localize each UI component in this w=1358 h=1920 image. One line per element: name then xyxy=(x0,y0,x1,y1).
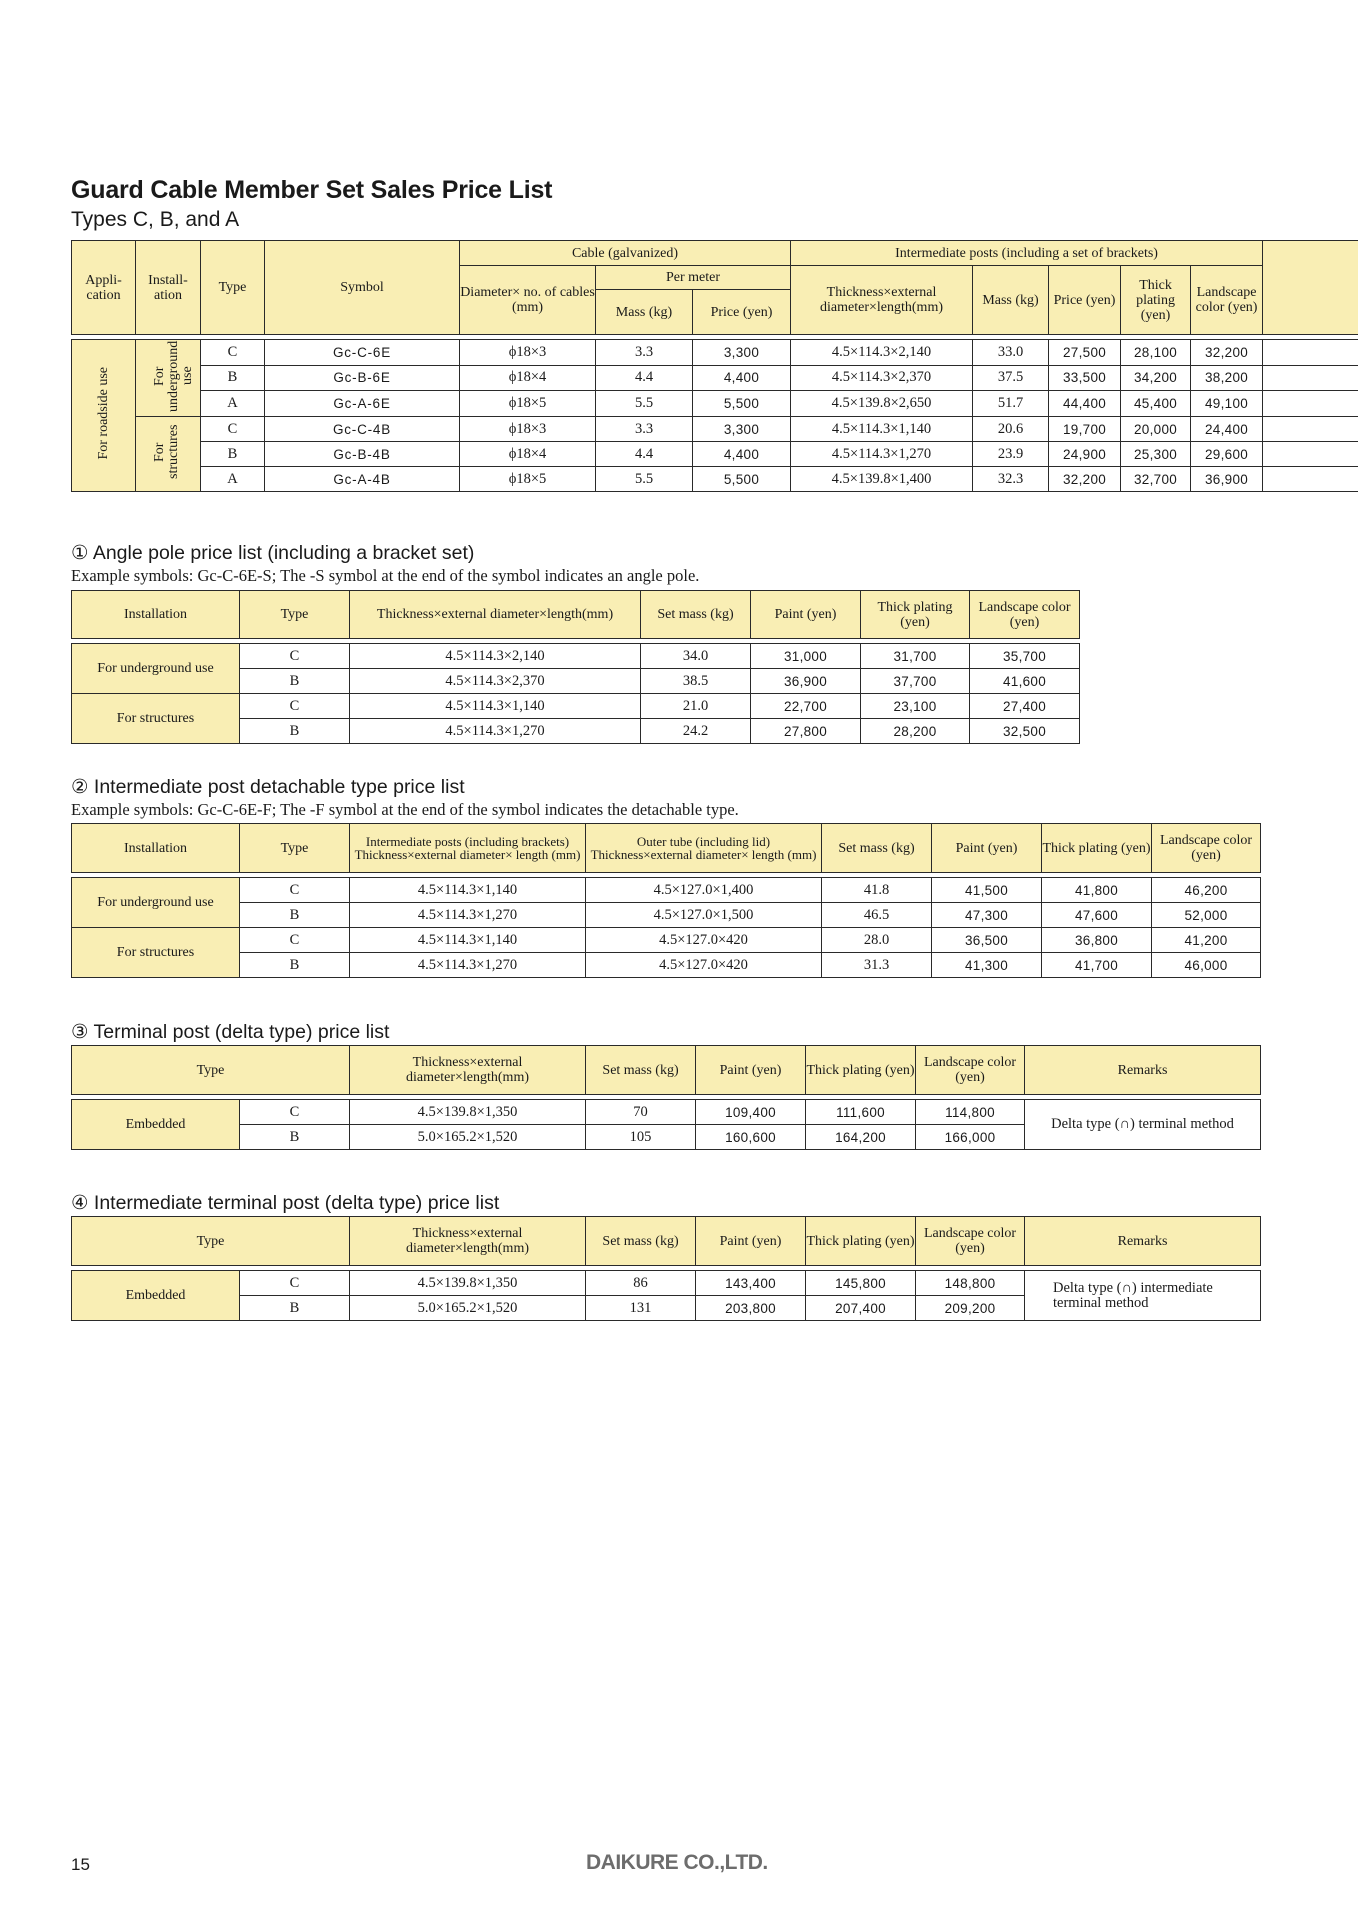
header-thick-plating: Thick plating (yen) xyxy=(1121,266,1191,335)
row-type: B xyxy=(240,1296,350,1321)
row-paint: 143,400 xyxy=(696,1271,806,1296)
header-outer-tube: Outer tube (including lid) Thickness×external diameter× length (mm) xyxy=(586,824,822,873)
row-filler xyxy=(1263,391,1358,417)
header-thick-plating: Thick plating (yen) xyxy=(861,591,970,639)
row-diameter: ϕ18×3 xyxy=(460,417,596,442)
header-paint: Paint (yen) xyxy=(751,591,861,639)
row-landscape: 35,700 xyxy=(970,644,1080,669)
header-posts: Intermediate posts (including brackets) Thickness×external diameter× length (mm) xyxy=(350,824,586,873)
header-posts: Intermediate posts (including a set of brackets) xyxy=(791,241,1263,266)
row-landscape: 49,100 xyxy=(1191,391,1263,417)
row-posts: 4.5×114.3×1,140 xyxy=(350,878,586,903)
row-paint: 109,400 xyxy=(696,1100,806,1125)
header-thickness: Thickness×external diameter×length(mm) xyxy=(791,266,973,335)
row-plating: 36,800 xyxy=(1042,928,1152,953)
header-set-mass: Set mass (kg) xyxy=(822,824,932,873)
row-price: 4,400 xyxy=(693,442,791,467)
row-type: C xyxy=(240,644,350,669)
page-title: Guard Cable Member Set Sales Price List xyxy=(71,176,553,204)
row-dims: 4.5×114.3×2,370 xyxy=(791,365,973,391)
header-thick-plating: Thick plating (yen) xyxy=(806,1046,916,1095)
header-thick-plating: Thick plating (yen) xyxy=(806,1217,916,1266)
terminal-price-table xyxy=(71,1045,1261,1150)
header-landscape: Landscape color (yen) xyxy=(1191,266,1263,335)
row-paint: 22,700 xyxy=(751,694,861,719)
row-post-price: 44,400 xyxy=(1049,391,1121,417)
header-landscape: Landscape color (yen) xyxy=(1152,824,1261,873)
row-paint: 36,500 xyxy=(932,928,1042,953)
row-dims: 5.0×165.2×1,520 xyxy=(350,1296,586,1321)
row-paint: 160,600 xyxy=(696,1125,806,1150)
row-mass: 38.5 xyxy=(641,669,751,694)
group-underground: For underground use xyxy=(72,878,240,928)
row-post-mass: 33.0 xyxy=(973,340,1049,366)
row-dims: 4.5×114.3×1,270 xyxy=(350,719,641,744)
row-landscape: 32,500 xyxy=(970,719,1080,744)
row-plating: 31,700 xyxy=(861,644,970,669)
row-plating: 20,000 xyxy=(1121,417,1191,442)
row-post-mass: 20.6 xyxy=(973,417,1049,442)
row-posts: 4.5×114.3×1,140 xyxy=(350,928,586,953)
header-type: Type xyxy=(240,824,350,873)
row-post-mass: 51.7 xyxy=(973,391,1049,417)
row-landscape: 36,900 xyxy=(1191,467,1263,492)
row-post-mass: 23.9 xyxy=(973,442,1049,467)
row-type: A xyxy=(201,391,265,417)
row-dims: 4.5×139.8×2,650 xyxy=(791,391,973,417)
header-paint: Paint (yen) xyxy=(932,824,1042,873)
row-mass: 31.3 xyxy=(822,953,932,978)
inter-terminal-section-title: ④ Intermediate terminal post (delta type) price list xyxy=(71,1192,500,1214)
row-mass: 5.5 xyxy=(596,391,693,417)
row-type: B xyxy=(240,903,350,928)
row-landscape: 38,200 xyxy=(1191,365,1263,391)
header-thick-plating: Thick plating (yen) xyxy=(1042,824,1152,873)
row-posts: 4.5×114.3×1,270 xyxy=(350,953,586,978)
row-diameter: ϕ18×4 xyxy=(460,442,596,467)
row-dims: 5.0×165.2×1,520 xyxy=(350,1125,586,1150)
row-landscape: 166,000 xyxy=(916,1125,1025,1150)
row-price: 5,500 xyxy=(693,391,791,417)
row-remarks: Delta type (∩) intermediate terminal method xyxy=(1025,1271,1261,1321)
group-structures: For structures xyxy=(72,694,240,744)
row-mass: 24.2 xyxy=(641,719,751,744)
header-landscape: Landscape color (yen) xyxy=(916,1046,1025,1095)
row-plating: 145,800 xyxy=(806,1271,916,1296)
row-post-price: 27,500 xyxy=(1049,340,1121,366)
row-type: A xyxy=(201,467,265,492)
row-post-mass: 32.3 xyxy=(973,467,1049,492)
row-mass: 34.0 xyxy=(641,644,751,669)
row-symbol: Gc-A-6E xyxy=(265,391,460,417)
inter-terminal-price-table xyxy=(71,1216,1261,1321)
header-filler xyxy=(1263,241,1358,335)
row-mass: 3.3 xyxy=(596,417,693,442)
header-installation: Installation xyxy=(72,591,240,639)
header-installation: Installation xyxy=(72,824,240,873)
row-paint: 27,800 xyxy=(751,719,861,744)
row-price: 4,400 xyxy=(693,365,791,391)
row-type: C xyxy=(240,928,350,953)
header-paint: Paint (yen) xyxy=(696,1046,806,1095)
row-price: 3,300 xyxy=(693,417,791,442)
angle-section-title: ① Angle pole price list (including a bracket set) xyxy=(71,542,475,564)
header-mass: Mass (kg) xyxy=(596,290,693,335)
row-landscape: 52,000 xyxy=(1152,903,1261,928)
row-diameter: ϕ18×3 xyxy=(460,340,596,366)
row-plating: 47,600 xyxy=(1042,903,1152,928)
header-remarks: Remarks xyxy=(1025,1217,1261,1266)
row-type: B xyxy=(240,953,350,978)
header-thickness: Thickness×external diameter×length(mm) xyxy=(350,591,641,639)
header-paint: Paint (yen) xyxy=(696,1217,806,1266)
detachable-section-note: Example symbols: Gc-C-6E-F; The -F symbol at the end of the symbol indicates the detachable type. xyxy=(71,800,739,819)
row-symbol: Gc-B-4B xyxy=(265,442,460,467)
row-plating: 45,400 xyxy=(1121,391,1191,417)
header-landscape: Landscape color (yen) xyxy=(970,591,1080,639)
header-per-meter: Per meter xyxy=(596,266,791,290)
row-plating: 164,200 xyxy=(806,1125,916,1150)
row-post-price: 24,900 xyxy=(1049,442,1121,467)
row-landscape: 46,200 xyxy=(1152,878,1261,903)
row-landscape: 32,200 xyxy=(1191,340,1263,366)
row-type: B xyxy=(240,1125,350,1150)
row-dims: 4.5×114.3×1,140 xyxy=(791,417,973,442)
main-price-table xyxy=(71,240,1358,492)
row-type: C xyxy=(201,417,265,442)
angle-section-note: Example symbols: Gc-C-6E-S; The -S symbol at the end of the symbol indicates an angle pole. xyxy=(71,566,700,585)
row-dims: 4.5×139.8×1,350 xyxy=(350,1100,586,1125)
detachable-section-title: ② Intermediate post detachable type price list xyxy=(71,776,465,798)
header-cable: Cable (galvanized) xyxy=(460,241,791,266)
row-paint: 41,300 xyxy=(932,953,1042,978)
row-dims: 4.5×114.3×1,270 xyxy=(791,442,973,467)
terminal-section-title: ③ Terminal post (delta type) price list xyxy=(71,1021,390,1043)
row-post-price: 32,200 xyxy=(1049,467,1121,492)
group-structures: For structures xyxy=(72,928,240,978)
header-type: Type xyxy=(240,591,350,639)
row-plating: 37,700 xyxy=(861,669,970,694)
row-plating: 28,200 xyxy=(861,719,970,744)
row-plating: 111,600 xyxy=(806,1100,916,1125)
page-subtitle: Types C, B, and A xyxy=(71,208,240,231)
row-filler xyxy=(1263,365,1358,391)
row-type: C xyxy=(240,878,350,903)
group-underground: For underground use xyxy=(136,340,201,417)
detachable-price-table xyxy=(71,823,1261,978)
group-underground: For underground use xyxy=(72,644,240,694)
row-mass: 131 xyxy=(586,1296,696,1321)
row-type: B xyxy=(201,442,265,467)
header-set-mass: Set mass (kg) xyxy=(586,1046,696,1095)
row-plating: 41,800 xyxy=(1042,878,1152,903)
row-diameter: ϕ18×4 xyxy=(460,365,596,391)
row-type: B xyxy=(240,719,350,744)
row-dims: 4.5×139.8×1,400 xyxy=(791,467,973,492)
header-diameter: Diameter× no. of cables (mm) xyxy=(460,266,596,335)
page-number: 15 xyxy=(71,1855,90,1874)
row-landscape: 41,200 xyxy=(1152,928,1261,953)
group-embedded: Embedded xyxy=(72,1271,240,1321)
row-symbol: Gc-B-6E xyxy=(265,365,460,391)
row-paint: 36,900 xyxy=(751,669,861,694)
header-post-mass: Mass (kg) xyxy=(973,266,1049,335)
header-set-mass: Set mass (kg) xyxy=(641,591,751,639)
angle-price-table xyxy=(71,590,1080,744)
row-filler xyxy=(1263,417,1358,442)
row-mass: 86 xyxy=(586,1271,696,1296)
application-label: For roadside use xyxy=(72,340,136,492)
row-plating: 28,100 xyxy=(1121,340,1191,366)
row-landscape: 41,600 xyxy=(970,669,1080,694)
row-landscape: 209,200 xyxy=(916,1296,1025,1321)
row-filler xyxy=(1263,442,1358,467)
row-post-price: 33,500 xyxy=(1049,365,1121,391)
row-mass: 46.5 xyxy=(822,903,932,928)
row-type: B xyxy=(240,669,350,694)
header-remarks: Remarks xyxy=(1025,1046,1261,1095)
row-mass: 70 xyxy=(586,1100,696,1125)
row-plating: 41,700 xyxy=(1042,953,1152,978)
row-plating: 34,200 xyxy=(1121,365,1191,391)
header-price: Price (yen) xyxy=(693,290,791,335)
row-plating: 23,100 xyxy=(861,694,970,719)
group-structures: For structures xyxy=(136,417,201,492)
header-set-mass: Set mass (kg) xyxy=(586,1217,696,1266)
header-type: Type xyxy=(72,1217,350,1266)
row-symbol: Gc-A-4B xyxy=(265,467,460,492)
row-outer: 4.5×127.0×1,500 xyxy=(586,903,822,928)
row-mass: 105 xyxy=(586,1125,696,1150)
row-filler xyxy=(1263,340,1358,366)
row-mass: 28.0 xyxy=(822,928,932,953)
row-mass: 5.5 xyxy=(596,467,693,492)
row-type: C xyxy=(240,694,350,719)
header-type: Type xyxy=(72,1046,350,1095)
row-type: C xyxy=(240,1271,350,1296)
row-mass: 21.0 xyxy=(641,694,751,719)
row-mass: 41.8 xyxy=(822,878,932,903)
row-plating: 25,300 xyxy=(1121,442,1191,467)
row-diameter: ϕ18×5 xyxy=(460,391,596,417)
row-landscape: 148,800 xyxy=(916,1271,1025,1296)
row-price: 5,500 xyxy=(693,467,791,492)
row-outer: 4.5×127.0×420 xyxy=(586,953,822,978)
row-paint: 47,300 xyxy=(932,903,1042,928)
header-thickness: Thickness×external diameter×length(mm) xyxy=(350,1217,586,1266)
row-paint: 203,800 xyxy=(696,1296,806,1321)
row-landscape: 27,400 xyxy=(970,694,1080,719)
group-embedded: Embedded xyxy=(72,1100,240,1150)
row-filler xyxy=(1263,467,1358,492)
row-symbol: Gc-C-4B xyxy=(265,417,460,442)
header-application: Appli- cation xyxy=(72,241,136,335)
row-post-price: 19,700 xyxy=(1049,417,1121,442)
row-landscape: 46,000 xyxy=(1152,953,1261,978)
row-paint: 41,500 xyxy=(932,878,1042,903)
row-dims: 4.5×114.3×2,370 xyxy=(350,669,641,694)
row-paint: 31,000 xyxy=(751,644,861,669)
row-type: C xyxy=(240,1100,350,1125)
row-remarks: Delta type (∩) terminal method xyxy=(1025,1100,1261,1150)
row-mass: 4.4 xyxy=(596,365,693,391)
row-mass: 3.3 xyxy=(596,340,693,366)
row-mass: 4.4 xyxy=(596,442,693,467)
header-post-price: Price (yen) xyxy=(1049,266,1121,335)
row-price: 3,300 xyxy=(693,340,791,366)
row-outer: 4.5×127.0×1,400 xyxy=(586,878,822,903)
row-landscape: 29,600 xyxy=(1191,442,1263,467)
row-diameter: ϕ18×5 xyxy=(460,467,596,492)
header-thickness: Thickness×external diameter×length(mm) xyxy=(350,1046,586,1095)
row-dims: 4.5×114.3×2,140 xyxy=(350,644,641,669)
row-plating: 207,400 xyxy=(806,1296,916,1321)
row-type: B xyxy=(201,365,265,391)
row-dims: 4.5×114.3×2,140 xyxy=(791,340,973,366)
row-landscape: 114,800 xyxy=(916,1100,1025,1125)
row-plating: 32,700 xyxy=(1121,467,1191,492)
row-outer: 4.5×127.0×420 xyxy=(586,928,822,953)
row-dims: 4.5×114.3×1,140 xyxy=(350,694,641,719)
header-installation: Install- ation xyxy=(136,241,201,335)
row-post-mass: 37.5 xyxy=(973,365,1049,391)
header-landscape: Landscape color (yen) xyxy=(916,1217,1025,1266)
row-landscape: 24,400 xyxy=(1191,417,1263,442)
header-symbol: Symbol xyxy=(265,241,460,335)
company-logo: DAIKURE CO.,LTD. xyxy=(586,1851,768,1874)
row-type: C xyxy=(201,340,265,366)
row-dims: 4.5×139.8×1,350 xyxy=(350,1271,586,1296)
row-posts: 4.5×114.3×1,270 xyxy=(350,903,586,928)
row-symbol: Gc-C-6E xyxy=(265,340,460,366)
header-type: Type xyxy=(201,241,265,335)
